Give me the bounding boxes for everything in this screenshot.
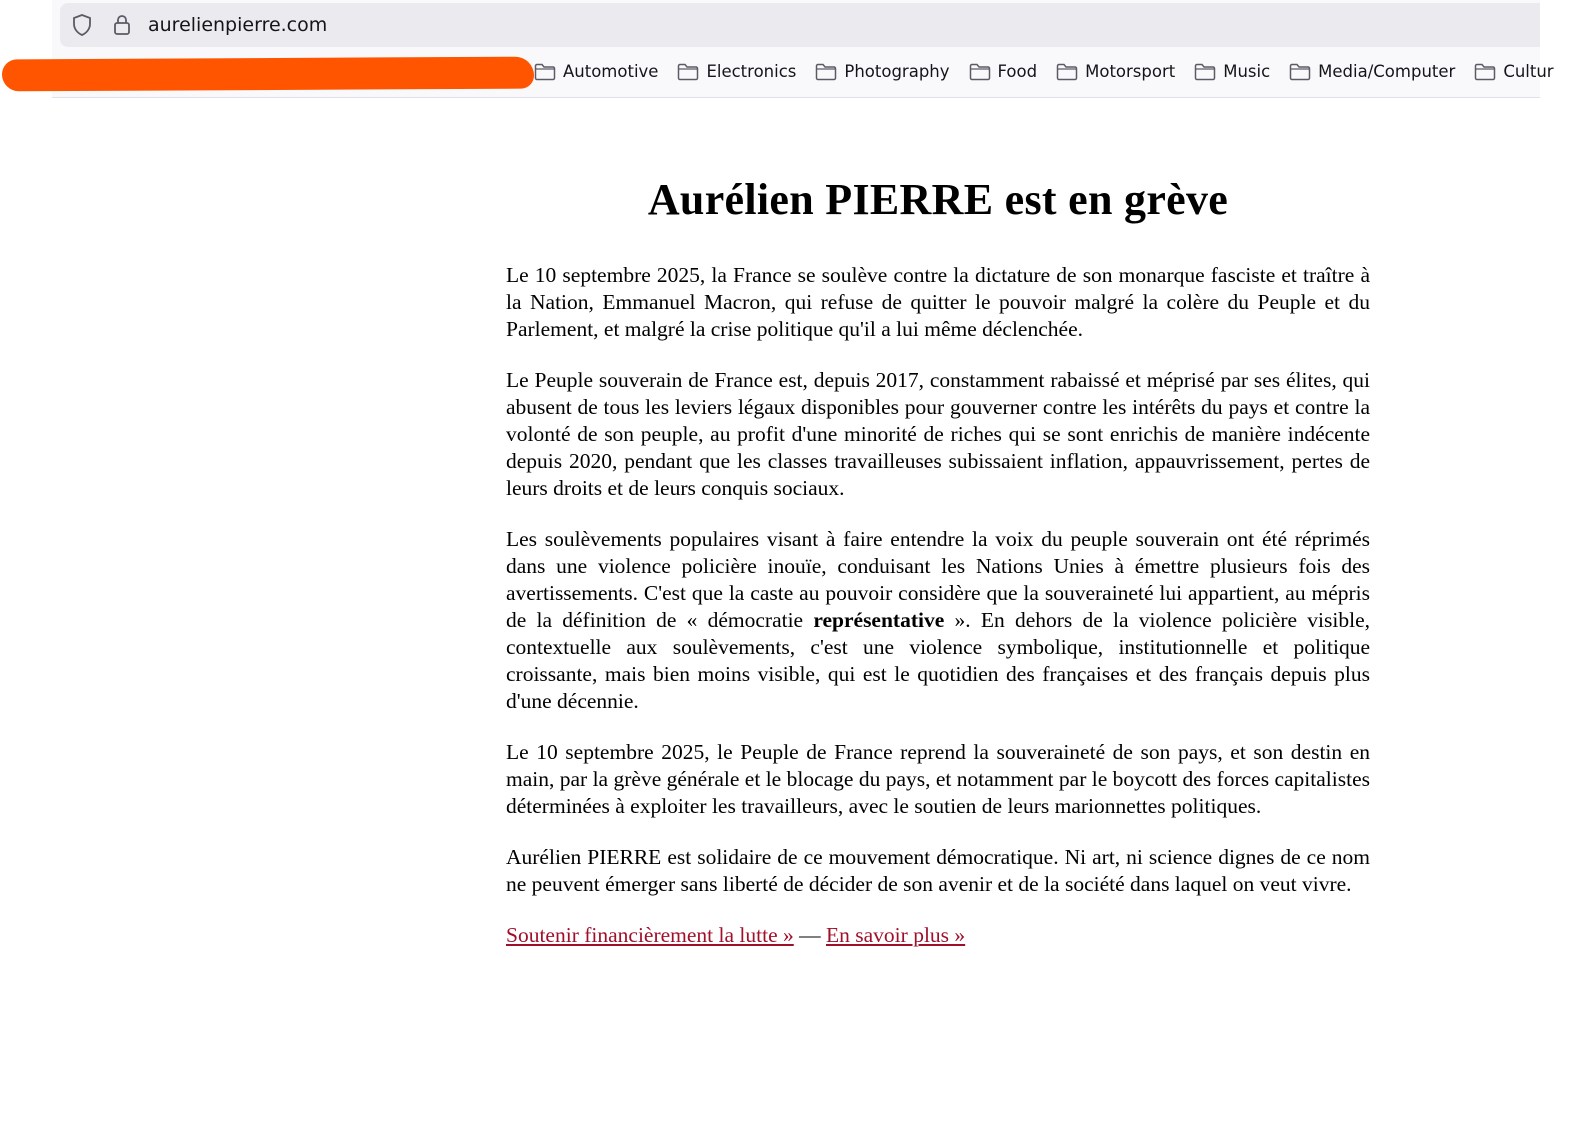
bookmark-label: Music [1223,62,1271,81]
separator: — [793,923,827,947]
bookmark-cultur[interactable] [1474,62,1553,81]
support-link[interactable]: Soutenir financièrement la lutte » [506,923,794,947]
bookmark-label: Cultur [1503,62,1554,81]
bookmark-label: Photography [844,62,950,81]
bookmark-automotive[interactable] [534,62,658,81]
folder-icon [815,63,837,81]
url-text[interactable]: aurelienpierre.com [148,14,328,36]
bookmark-food[interactable] [969,62,1038,81]
folder-icon [1289,63,1311,81]
bookmark-motorsport[interactable] [1056,62,1175,81]
page-title: Aurélien PIERRE est en grève [647,175,1229,224]
folder-icon [534,63,556,81]
learn-more-link[interactable]: En savoir plus » [826,923,966,947]
lock-icon[interactable] [110,13,134,37]
shield-icon[interactable] [70,13,94,37]
paragraph: Le Peuple souverain de France est, depuis 2017, constamment rabaissé et méprisé par ses élites, qui abusent de tous les leviers légaux disponibles pour gouverner contre les intérêts du pays et contre la volonté de son peuple, au profit d'une minorité de riches qui se sont enrichis de manière indécente depuis 2020, pendant que les classes travailleuses subissaient inflation, appauvrissement, pertes de leurs droits et de leurs conquis sociaux. [506,368,1370,500]
bookmarks-bar [534,62,1573,81]
bookmark-music[interactable] [1194,62,1270,81]
article [506,170,1370,973]
folder-icon [1194,63,1216,81]
address-bar[interactable] [60,3,1540,47]
text: ». En dehors de la violence policière visible, contextuelle aux soulèvements, c'est une violence symbolique, institutionnelle et politique croissante, mais bien moins visible, qui est le quotidien des françaises et des français depuis plus d'une décennie. [506,608,1370,713]
bookmark-label: Electronics [706,62,797,81]
paragraph: Aurélien PIERRE est solidaire de ce mouvement démocratique. Ni art, ni science dignes de ce nom ne peuvent émerger sans liberté de décider de son avenir et de la société dans laquel on veut vivre. [506,845,1370,896]
paragraph: Le 10 septembre 2025, le Peuple de France reprend la souveraineté de son pays, et son destin en main, par la grève générale et le blocage du pays, et notamment par le boycott des forces capitalistes déterminées à exploiter les travailleurs, avec le soutien de leurs marionnettes politiques. [506,740,1370,818]
bookmark-label: Automotive [563,62,659,81]
paragraph: Le 10 septembre 2025, la France se soulève contre la dictature de son monarque fasciste et traître à la Nation, Emmanuel Macron, qui refuse de quitter le pouvoir malgré la colère du Peuple et du Parlement, et malgré la crise politique qu'il a lui même déclenchée. [506,263,1370,341]
bookmark-label: Food [997,62,1038,81]
folder-icon [969,63,991,81]
folder-icon [1056,63,1078,81]
links-line [506,922,1370,949]
text: Les soulèvements populaires visant à faire entendre la voix du peuple souverain ont été réprimés dans une violence policière inouïe, conduisant les Nations Unies à émettre plusieurs fois des avertissements. C'est que la caste au pouvoir considère que la souveraineté lui appartient, au mépris de la définition de « démocratie [506,527,1370,632]
bookmark-electronics[interactable] [677,62,796,81]
folder-icon [677,63,699,81]
bookmark-label: Motorsport [1085,62,1176,81]
bold-text: représentative [813,608,945,632]
bookmark-media-computer[interactable] [1289,62,1455,81]
bookmark-label: Media/Computer [1318,62,1456,81]
folder-icon [1474,63,1496,81]
bookmark-photography[interactable] [815,62,949,81]
redaction-mark [2,57,534,92]
paragraph [506,526,1370,715]
